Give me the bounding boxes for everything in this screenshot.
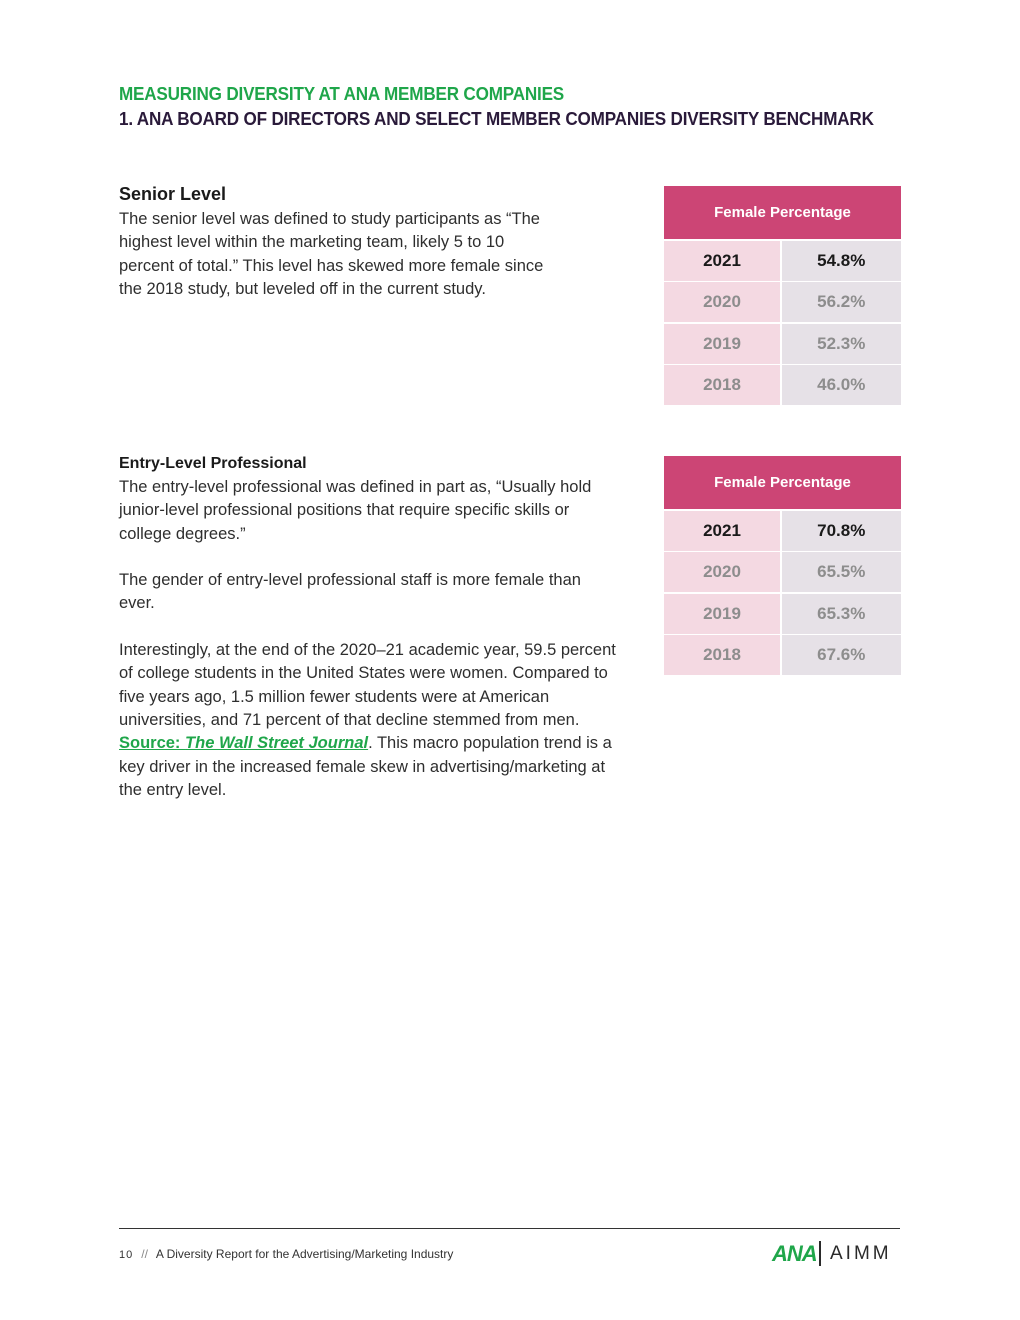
wsj-source-link[interactable]: [119, 734, 368, 752]
source-publication: The Wall Street Journal: [185, 734, 369, 753]
footer-separator: //: [141, 1247, 148, 1261]
year-cell: 2021: [664, 241, 780, 281]
page-title: 1. ANA BOARD OF DIRECTORS AND SELECT MEMBER COMPANIES DIVERSITY BENCHMARK: [119, 109, 874, 129]
year-cell: 2019: [664, 324, 780, 364]
table-row: [664, 552, 901, 592]
value-cell: 56.2%: [782, 282, 902, 322]
footer-divider: [119, 1228, 900, 1229]
year-cell: 2021: [664, 511, 780, 551]
year-cell: 2020: [664, 552, 780, 592]
value-cell: 65.5%: [782, 552, 902, 592]
table-row: [664, 241, 901, 281]
value-cell: 54.8%: [782, 241, 902, 281]
table-row: [664, 635, 901, 675]
entry-level-heading: Entry-Level Professional: [119, 455, 307, 472]
entry-female-percentage-table: [664, 456, 901, 675]
table-row: [664, 324, 901, 364]
entry-paragraph-2: The gender of entry-level professional staff is more female than ever.: [119, 571, 581, 613]
table-row: [664, 282, 901, 322]
table-header: Female Percentage: [664, 186, 901, 239]
year-cell: 2018: [664, 635, 780, 675]
entry-paragraph-1: The entry-level professional was defined in part as, “Usually hold junior-level professional positions that require specific skills or college degrees.”: [119, 478, 592, 543]
table-row: [664, 511, 901, 551]
aimm-logo: AIMM: [830, 1243, 892, 1264]
entry-level-description: [119, 476, 619, 802]
value-cell: 52.3%: [782, 324, 902, 364]
report-title: A Diversity Report for the Advertising/Marketing Industry: [155, 1247, 454, 1261]
table-row: [664, 594, 901, 634]
senior-paragraph: The senior level was defined to study participants as “The highest level within the marketing team, likely 5 to 10 percent of total.” This level has skewed more female since the 2018 study, but leveled off in the current study.: [119, 210, 544, 298]
entry-paragraph-3-text: Interestingly, at the end of the 2020–21 academic year, 59.5 percent of college students in the United States were women. Compared to five years ago, 1.5 million fewer students were at American universities, and 71 percent of that decline stemmed from men.: [119, 641, 616, 729]
page-number: 10: [119, 1249, 134, 1261]
year-cell: 2018: [664, 365, 780, 405]
value-cell: 46.0%: [782, 365, 902, 405]
value-cell: 65.3%: [782, 594, 902, 634]
year-cell: 2019: [664, 594, 780, 634]
value-cell: 67.6%: [782, 635, 902, 675]
table-row: [664, 365, 901, 405]
table-header: Female Percentage: [664, 456, 901, 509]
source-label: Source:: [119, 734, 186, 753]
senior-female-percentage-table: [664, 186, 901, 405]
senior-level-heading: Senior Level: [119, 184, 227, 204]
footer: [119, 1247, 453, 1261]
logo-divider: [819, 1241, 821, 1266]
ana-logo: ANA: [772, 1241, 817, 1266]
senior-level-description: [119, 208, 559, 301]
year-cell: 2020: [664, 282, 780, 322]
entry-paragraph-3: [119, 639, 619, 802]
value-cell: 70.8%: [782, 511, 902, 551]
entry-paragraph-3-tail: . This macro population trend is a key driver in the increased female skew in advertising/marketing at the entry level.: [119, 734, 612, 799]
section-kicker: MEASURING DIVERSITY AT ANA MEMBER COMPANIES: [119, 84, 565, 104]
